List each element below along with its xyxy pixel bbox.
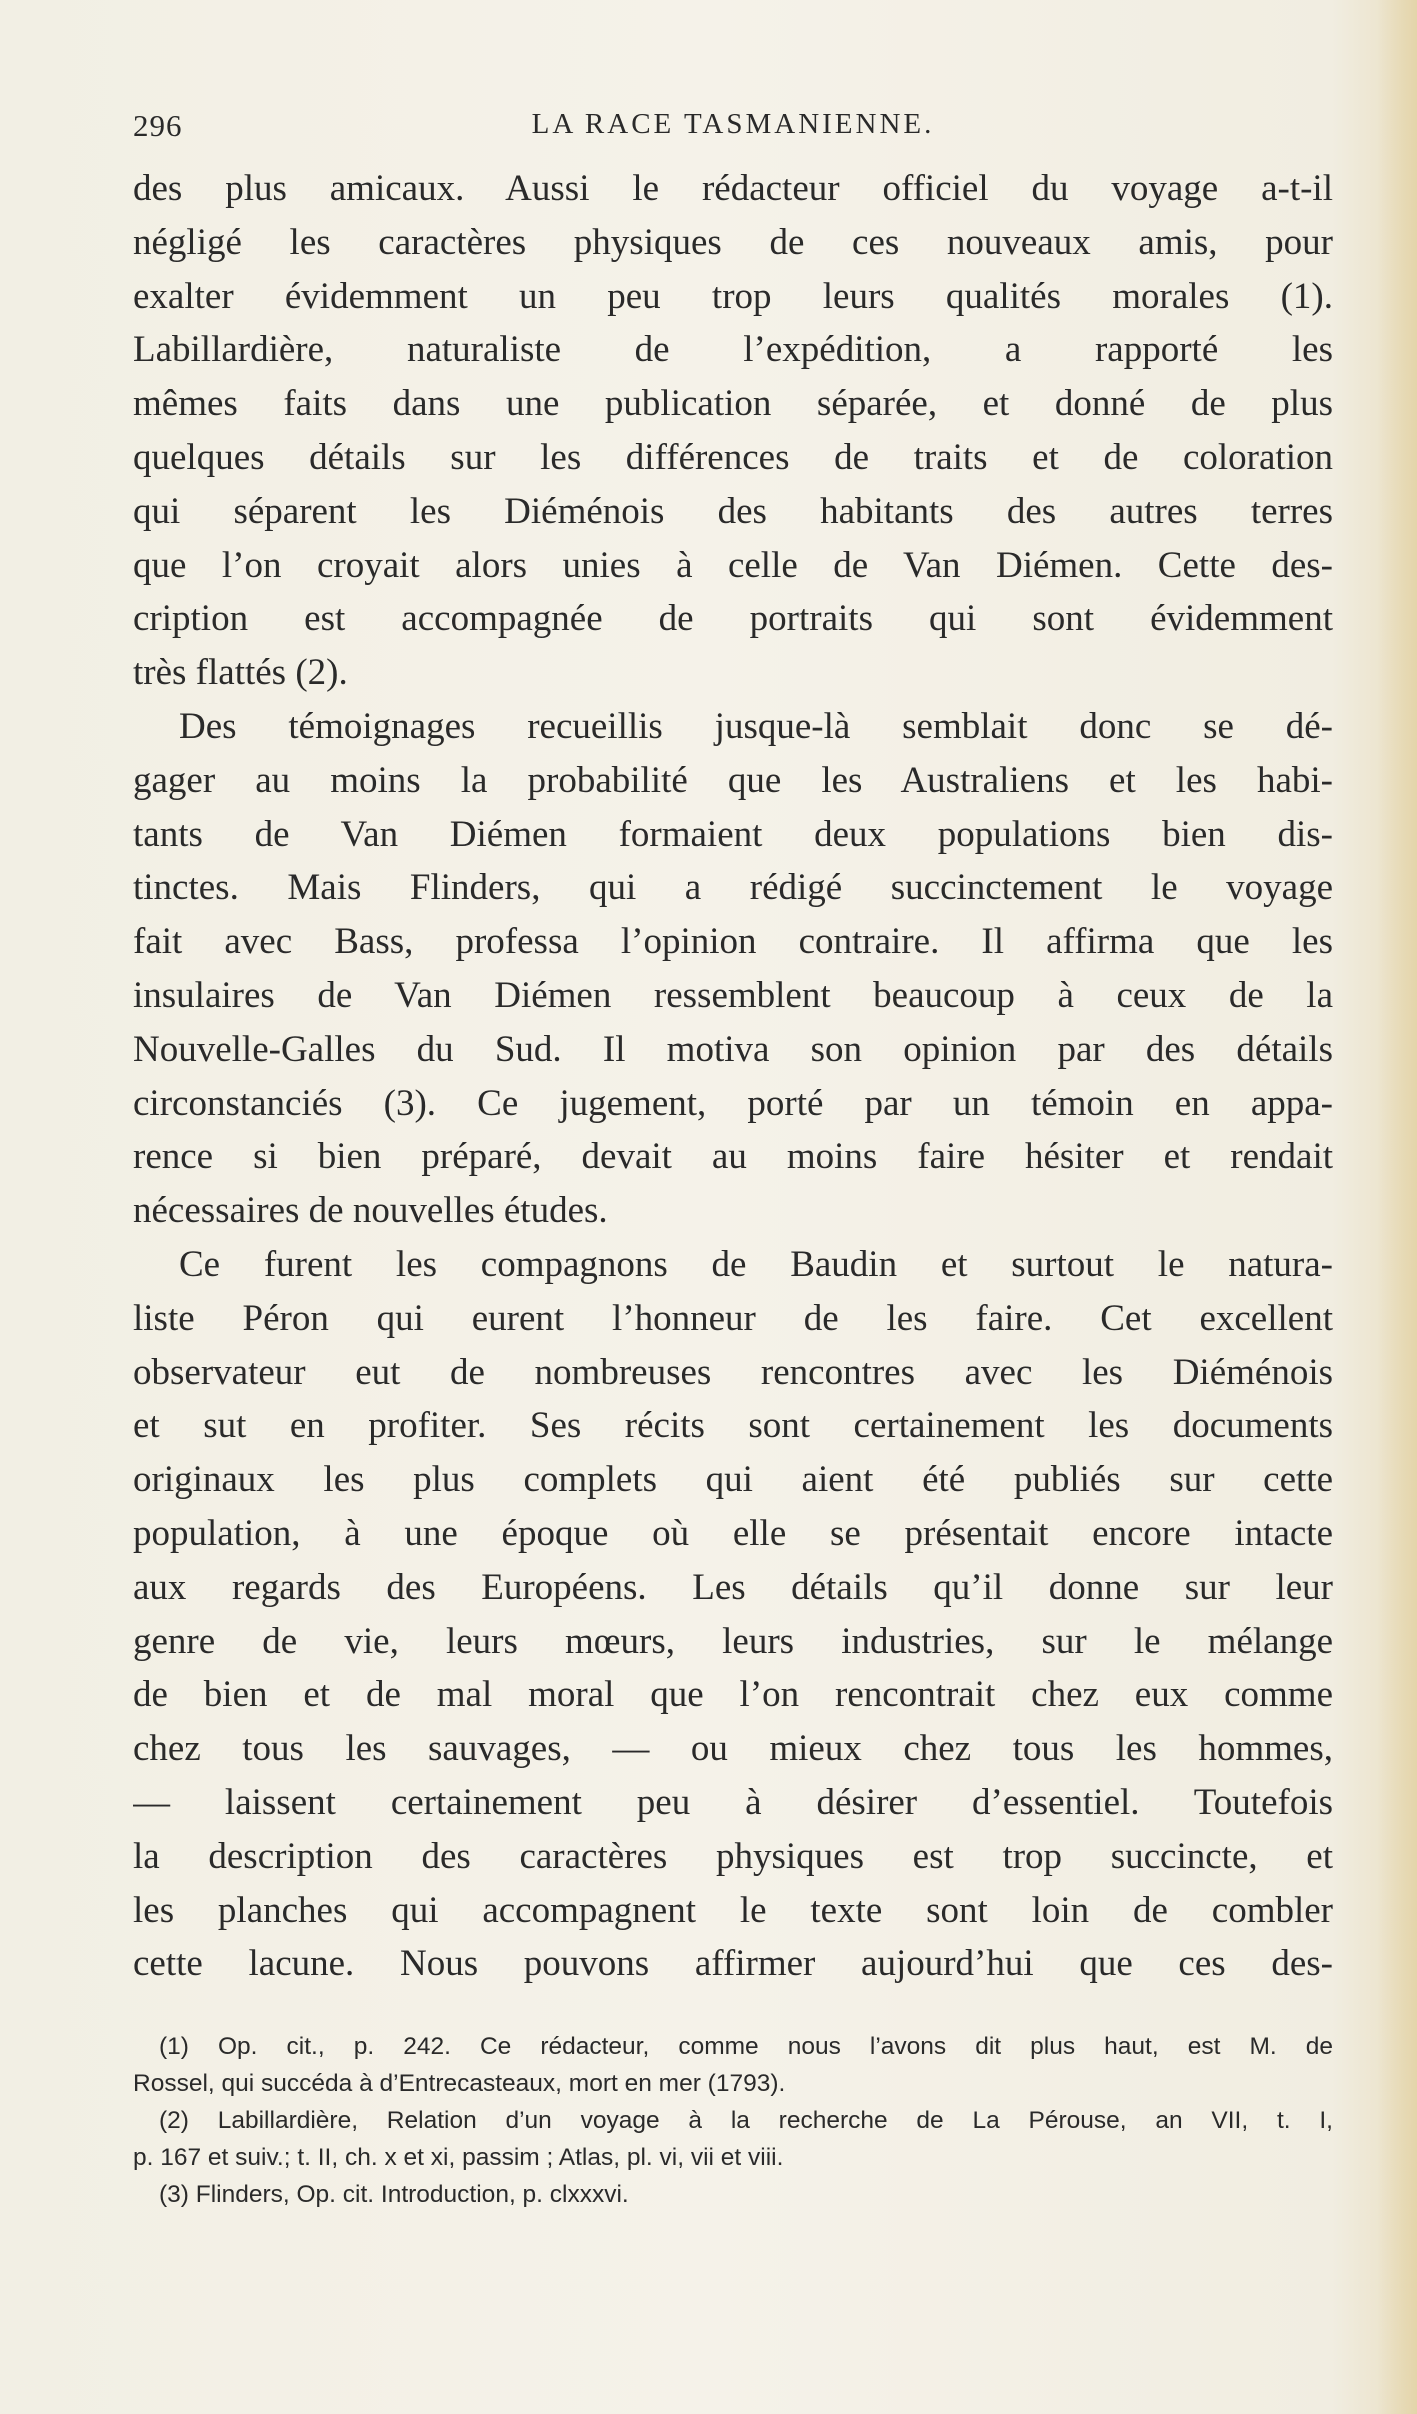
text-line: négligé les caractères physiques de ces nouveaux amis, pour — [133, 221, 1333, 263]
text-line: Des témoignages recueillis jusque-là semblait donc se dé- — [179, 705, 1333, 747]
text-line: insulaires de Van Diémen ressemblent beaucoup à ceux de la — [133, 974, 1333, 1016]
text-line: la description des caractères physiques est trop succincte, et — [133, 1835, 1333, 1877]
text-line: gager au moins la probabilité que les Australiens et les habi- — [133, 759, 1333, 801]
text-line: observateur eut de nombreuses rencontres avec les Diéménois — [133, 1351, 1333, 1393]
text-line: genre de vie, leurs mœurs, leurs industries, sur le mélange — [133, 1620, 1333, 1662]
text-line: quelques détails sur les différences de traits et de coloration — [133, 436, 1333, 478]
text-line: aux regards des Européens. Les détails qu’il donne sur leur — [133, 1566, 1333, 1608]
footnote-line: (3) Flinders, Op. cit. Introduction, p. clxxxvi. — [159, 2181, 629, 2208]
text-line: nécessaires de nouvelles études. — [133, 1190, 608, 1232]
text-line: que l’on croyait alors unies à celle de Van Diémen. Cette des- — [133, 544, 1333, 586]
text-line: cette lacune. Nous pouvons affirmer aujourd’hui que ces des- — [133, 1943, 1333, 1985]
page-number: 296 — [133, 108, 183, 143]
text-line: tinctes. Mais Flinders, qui a rédigé succinctement le voyage — [133, 867, 1333, 909]
text-line: chez tous les sauvages, — ou mieux chez tous les hommes, — [133, 1728, 1333, 1770]
text-line: de bien et de mal moral que l’on rencontrait chez eux comme — [133, 1674, 1333, 1716]
text-line: et sut en profiter. Ses récits sont certainement les documents — [133, 1405, 1333, 1447]
text-line: mêmes faits dans une publication séparée, et donné de plus — [133, 383, 1333, 425]
text-line: Labillardière, naturaliste de l’expédition, a rapporté les — [133, 329, 1333, 371]
footnote-line: Rossel, qui succéda à d’Entrecasteaux, mort en mer (1793). — [133, 2070, 786, 2097]
footnote-line: p. 167 et suiv.; t. II, ch. x et xi, passim ; Atlas, pl. vi, vii et viii. — [133, 2144, 784, 2171]
page-header — [133, 108, 1333, 148]
text-line: Nouvelle-Galles du Sud. Il motiva son opinion par des détails — [133, 1028, 1333, 1070]
footnotes — [133, 2028, 1333, 2213]
text-line: très flattés (2). — [133, 652, 348, 694]
text-line: originaux les plus complets qui aient été publiés sur cette — [133, 1459, 1333, 1501]
footnote-line: (2) Labillardière, Relation d’un voyage à la recherche de La Pérouse, an VII, t. I, — [159, 2107, 1333, 2134]
text-line: cription est accompagnée de portraits qui sont évidemment — [133, 598, 1333, 640]
text-line: circonstanciés (3). Ce jugement, porté par un témoin en appa- — [133, 1082, 1333, 1124]
text-line: rence si bien préparé, devait au moins faire hésiter et rendait — [133, 1136, 1333, 1178]
text-line: des plus amicaux. Aussi le rédacteur officiel du voyage a-t-il — [133, 168, 1333, 209]
page-edge-shadow — [1377, 0, 1417, 2414]
text-line: exalter évidemment un peu trop leurs qualités morales (1). — [133, 275, 1333, 317]
footnote-line: (1) Op. cit., p. 242. Ce rédacteur, comme nous l’avons dit plus haut, est M. de — [159, 2033, 1333, 2060]
body-text — [133, 162, 1333, 1991]
text-line: — laissent certainement peu à désirer d’essentiel. Toutefois — [133, 1781, 1333, 1823]
text-line: qui séparent les Diéménois des habitants des autres terres — [133, 490, 1333, 532]
text-line: liste Péron qui eurent l’honneur de les faire. Cet excellent — [133, 1297, 1333, 1339]
running-title: LA RACE TASMANIENNE. — [531, 108, 935, 140]
text-line: fait avec Bass, professa l’opinion contraire. Il affirma que les — [133, 921, 1333, 963]
text-line: population, à une époque où elle se présentait encore intacte — [133, 1512, 1333, 1554]
text-line: Ce furent les compagnons de Baudin et surtout le natura- — [179, 1243, 1333, 1285]
text-line: les planches qui accompagnent le texte sont loin de combler — [133, 1889, 1333, 1931]
text-line: tants de Van Diémen formaient deux populations bien dis- — [133, 813, 1333, 855]
